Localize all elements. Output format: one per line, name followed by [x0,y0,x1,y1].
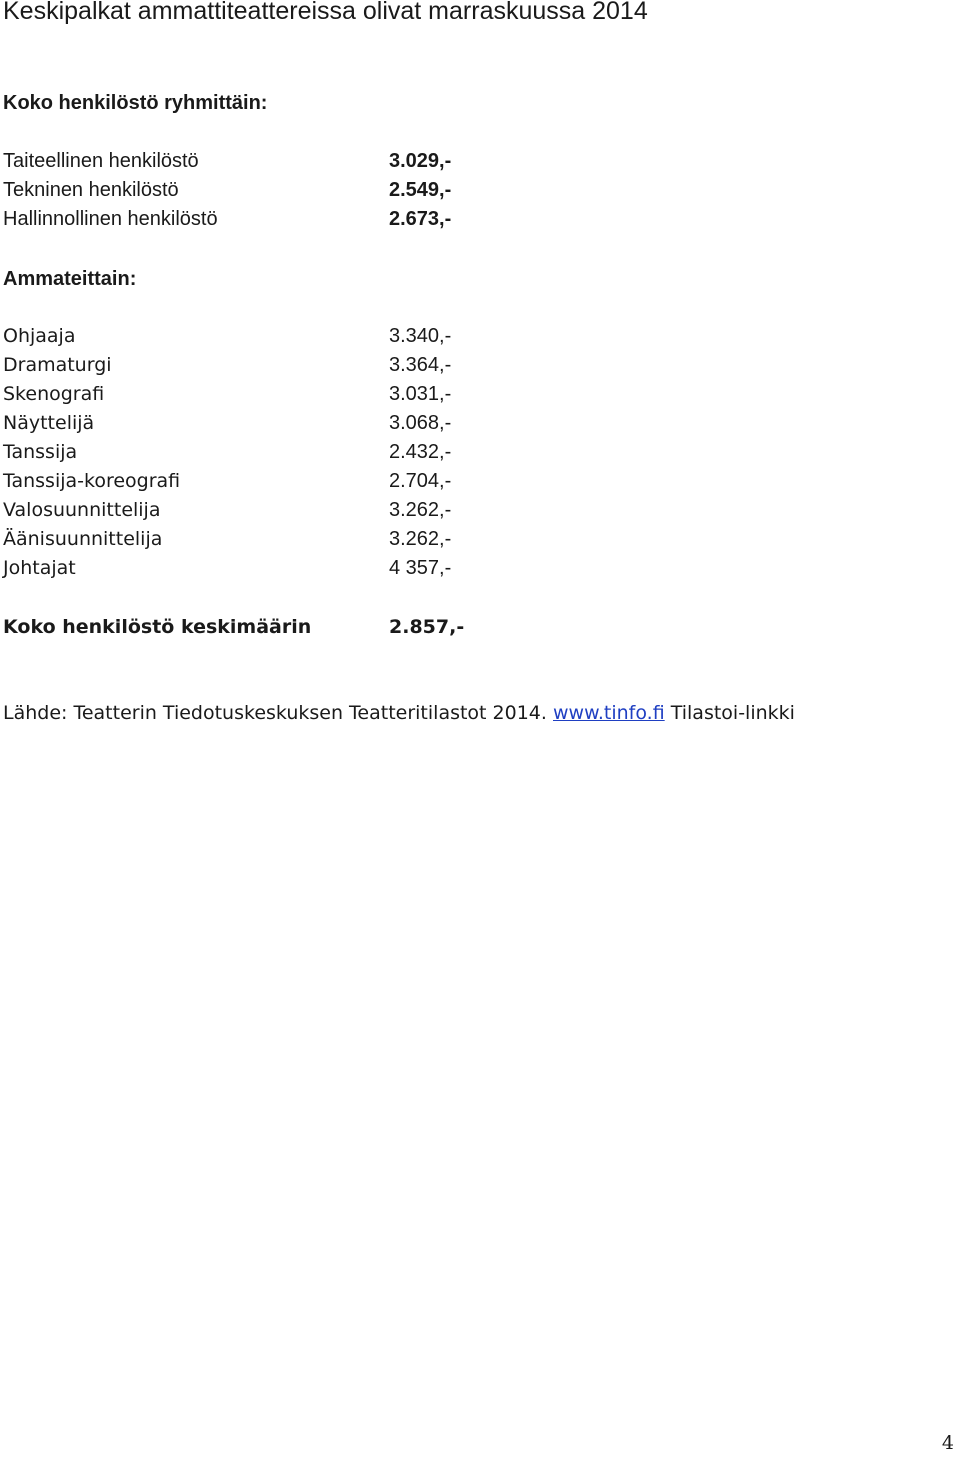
row-value: 2.673,- [389,208,452,230]
row-value: 3.262,- [389,528,452,550]
profession-row-managers [3,557,603,586]
row-label: Taiteellinen henkilöstö [3,150,199,172]
row-label: Ohjaaja [3,325,76,347]
row-label: Johtajat [3,557,76,579]
row-label: Skenografi [3,383,105,405]
row-value: 3.031,- [389,383,452,405]
row-label: Tekninen henkilöstö [3,179,179,201]
row-label: Hallinnollinen henkilöstö [3,208,218,230]
profession-row-sound-designer [3,528,603,557]
total-value: 2.857,- [389,616,465,638]
page-number: 4 [941,1432,954,1454]
group-row-technical [3,179,603,208]
profession-row-dancer [3,441,603,470]
source-suffix: Tilastoi-linkki [670,702,795,724]
row-label: Tanssija [3,441,78,463]
row-value: 3.364,- [389,354,452,376]
profession-row-actor [3,412,603,441]
profession-row-dramaturg [3,354,603,383]
profession-row-director [3,325,603,354]
row-value: 3.068,- [389,412,452,434]
total-label: Koko henkilöstö keskimäärin [3,616,312,638]
profession-row-lighting-designer [3,499,603,528]
row-value: 2.704,- [389,470,452,492]
total-row [3,616,603,645]
row-value: 2.432,- [389,441,452,463]
profession-section-heading: Ammateittain: [3,268,137,290]
group-section-heading: Koko henkilöstö ryhmittäin: [3,92,268,114]
row-label: Äänisuunnittelija [3,528,163,550]
row-label: Valosuunnittelija [3,499,161,521]
row-label: Dramaturgi [3,354,112,376]
row-value: 3.262,- [389,499,452,521]
row-value: 3.029,- [389,150,452,172]
source-line [3,702,795,724]
document-title: Keskipalkat ammattiteattereissa olivat marraskuussa 2014 [3,0,648,25]
source-prefix: Lähde: Teatterin Tiedotuskeskuksen Teatteritilastot 2014. [3,702,547,724]
row-label: Tanssija-koreografi [3,470,181,492]
profession-row-scenographer [3,383,603,412]
group-row-administrative [3,208,603,237]
group-row-artistic [3,150,603,179]
row-value: 3.340,- [389,325,452,347]
tinfo-link[interactable]: www.tinfo.fi [553,702,665,724]
row-value: 2.549,- [389,179,452,201]
row-value: 4 357,- [389,557,452,579]
profession-row-dancer-choreographer [3,470,603,499]
row-label: Näyttelijä [3,412,95,434]
